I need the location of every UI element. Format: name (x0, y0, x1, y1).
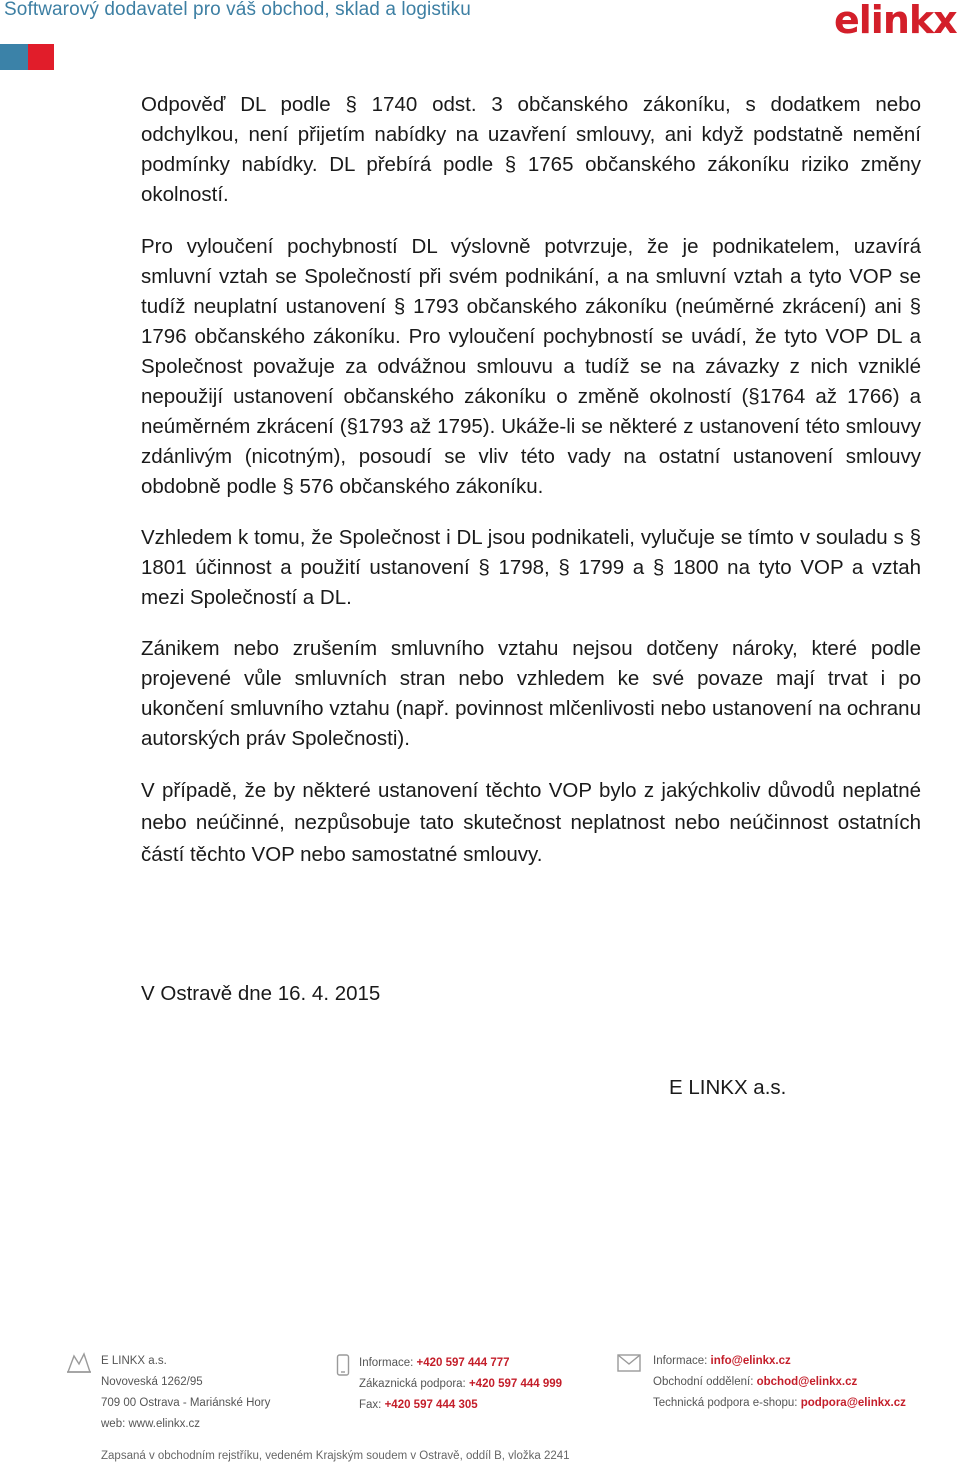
footer-emails (653, 1351, 906, 1414)
company-street: Novoveská 1262/95 (101, 1376, 203, 1388)
paragraph: Zánikem nebo zrušením smluvního vztahu nejsou dotčeny nároky, které podle projevené vůle smluvních stran nebo vzhledem ke své povaze mají trvat i po ukončení smluvního vztahu (např. povinnost mlčenlivosti nebo ustanovení na ochranu autorských práv Společnosti). (141, 637, 921, 750)
email-sales-value[interactable]: obchod@elinkx.cz (756, 1376, 858, 1388)
company-logo: elinkx (834, 0, 957, 42)
phone-support-label: Zákaznická podpora: (359, 1378, 466, 1390)
email-eshop-label: Technická podpora e-shopu: (653, 1397, 798, 1409)
phone-icon (336, 1354, 350, 1381)
paragraph: Pro vyloučení pochybností DL výslovně potvrzuje, že je podnikatelem, uzavírá smluvní vztah se Společností při svém podnikání, a na smluvní vztah a tyto VOP se tudíž neuplatní ustanovení § 1793 občanského zákoníku (neúměrné zkrácení) ani § 1796 občanského zákoníku. Pro vyloučení pochybností se uvádí, že tyto VOP DL a Společnost považuje za odvážnou smlouvu a tudíž se na závazky z nich vzniklé nepoužijí ustanovení občanského zákoníku o změně okolností (§1764 až 1766) a neúměrném zkrácení (§1793 až 1795). Ukáže-li se některé z ustanovení této smlouvy zdánlivým (nicotným), posoudí se vliv této vady na ostatní ustanovení smlouvy obdobně podle § 576 občanského zákoníku. (141, 235, 921, 498)
header-stripe-blue (0, 44, 28, 70)
signer-name: E LINKX a.s. (669, 1076, 787, 1099)
registry-note: Zapsaná v obchodním rejstříku, vedeném Krajským soudem v Ostravě, oddíl B, vložka 2241 (101, 1450, 570, 1462)
paragraph: Odpověď DL podle § 1740 odst. 3 občanského zákoníku, s dodatkem nebo odchylkou, není přijetím nabídky na uzavření smlouvy, ani když podstatně nemění podmínky nabídky. DL přebírá podle § 1765 občanského zákoníku riziko změny okolností. (141, 93, 921, 206)
header-stripe-red (28, 44, 54, 70)
phone-info-value[interactable]: +420 597 444 777 (416, 1357, 510, 1369)
email-info-label: Informace: (653, 1355, 708, 1367)
email-eshop-value[interactable]: podpora@elinkx.cz (800, 1397, 906, 1409)
header-tagline: Softwarový dodavatel pro váš obchod, sklad a logistiku (4, 0, 471, 20)
paragraph: Vzhledem k tomu, že Společnost i DL jsou podnikateli, vylučuje se tímto v souladu s § 1801 účinnost a použití ustanovení § 1798, § 1799 a § 1800 na tyto VOP a vztah mezi Společností a DL. (141, 526, 921, 609)
footer-phones (359, 1353, 562, 1416)
envelope-icon (617, 1354, 641, 1377)
company-web[interactable]: web: www.elinkx.cz (101, 1418, 201, 1430)
phone-support-value[interactable]: +420 597 444 999 (468, 1378, 563, 1390)
company-city: 709 00 Ostrava - Mariánské Hory (101, 1397, 271, 1409)
email-info-value[interactable]: info@elinkx.cz (710, 1355, 791, 1367)
phone-info-label: Informace: (359, 1357, 414, 1369)
date-line: V Ostravě dne 16. 4. 2015 (141, 982, 381, 1005)
building-icon (66, 1352, 92, 1379)
fax-label: Fax: (359, 1399, 382, 1411)
footer-company (101, 1351, 270, 1435)
company-name: E LINKX a.s. (101, 1355, 167, 1367)
paragraph: V případě, že by některé ustanovení těchto VOP bylo z jakýchkoliv důvodů neplatné nebo neúčinné, nezpůsobuje tato skutečnost neplatnost nebo neúčinnost ostatních částí těchto VOP nebo samostatné smlouvy. (141, 779, 921, 866)
fax-value: +420 597 444 305 (384, 1399, 478, 1411)
email-sales-label: Obchodní oddělení: (653, 1376, 754, 1388)
